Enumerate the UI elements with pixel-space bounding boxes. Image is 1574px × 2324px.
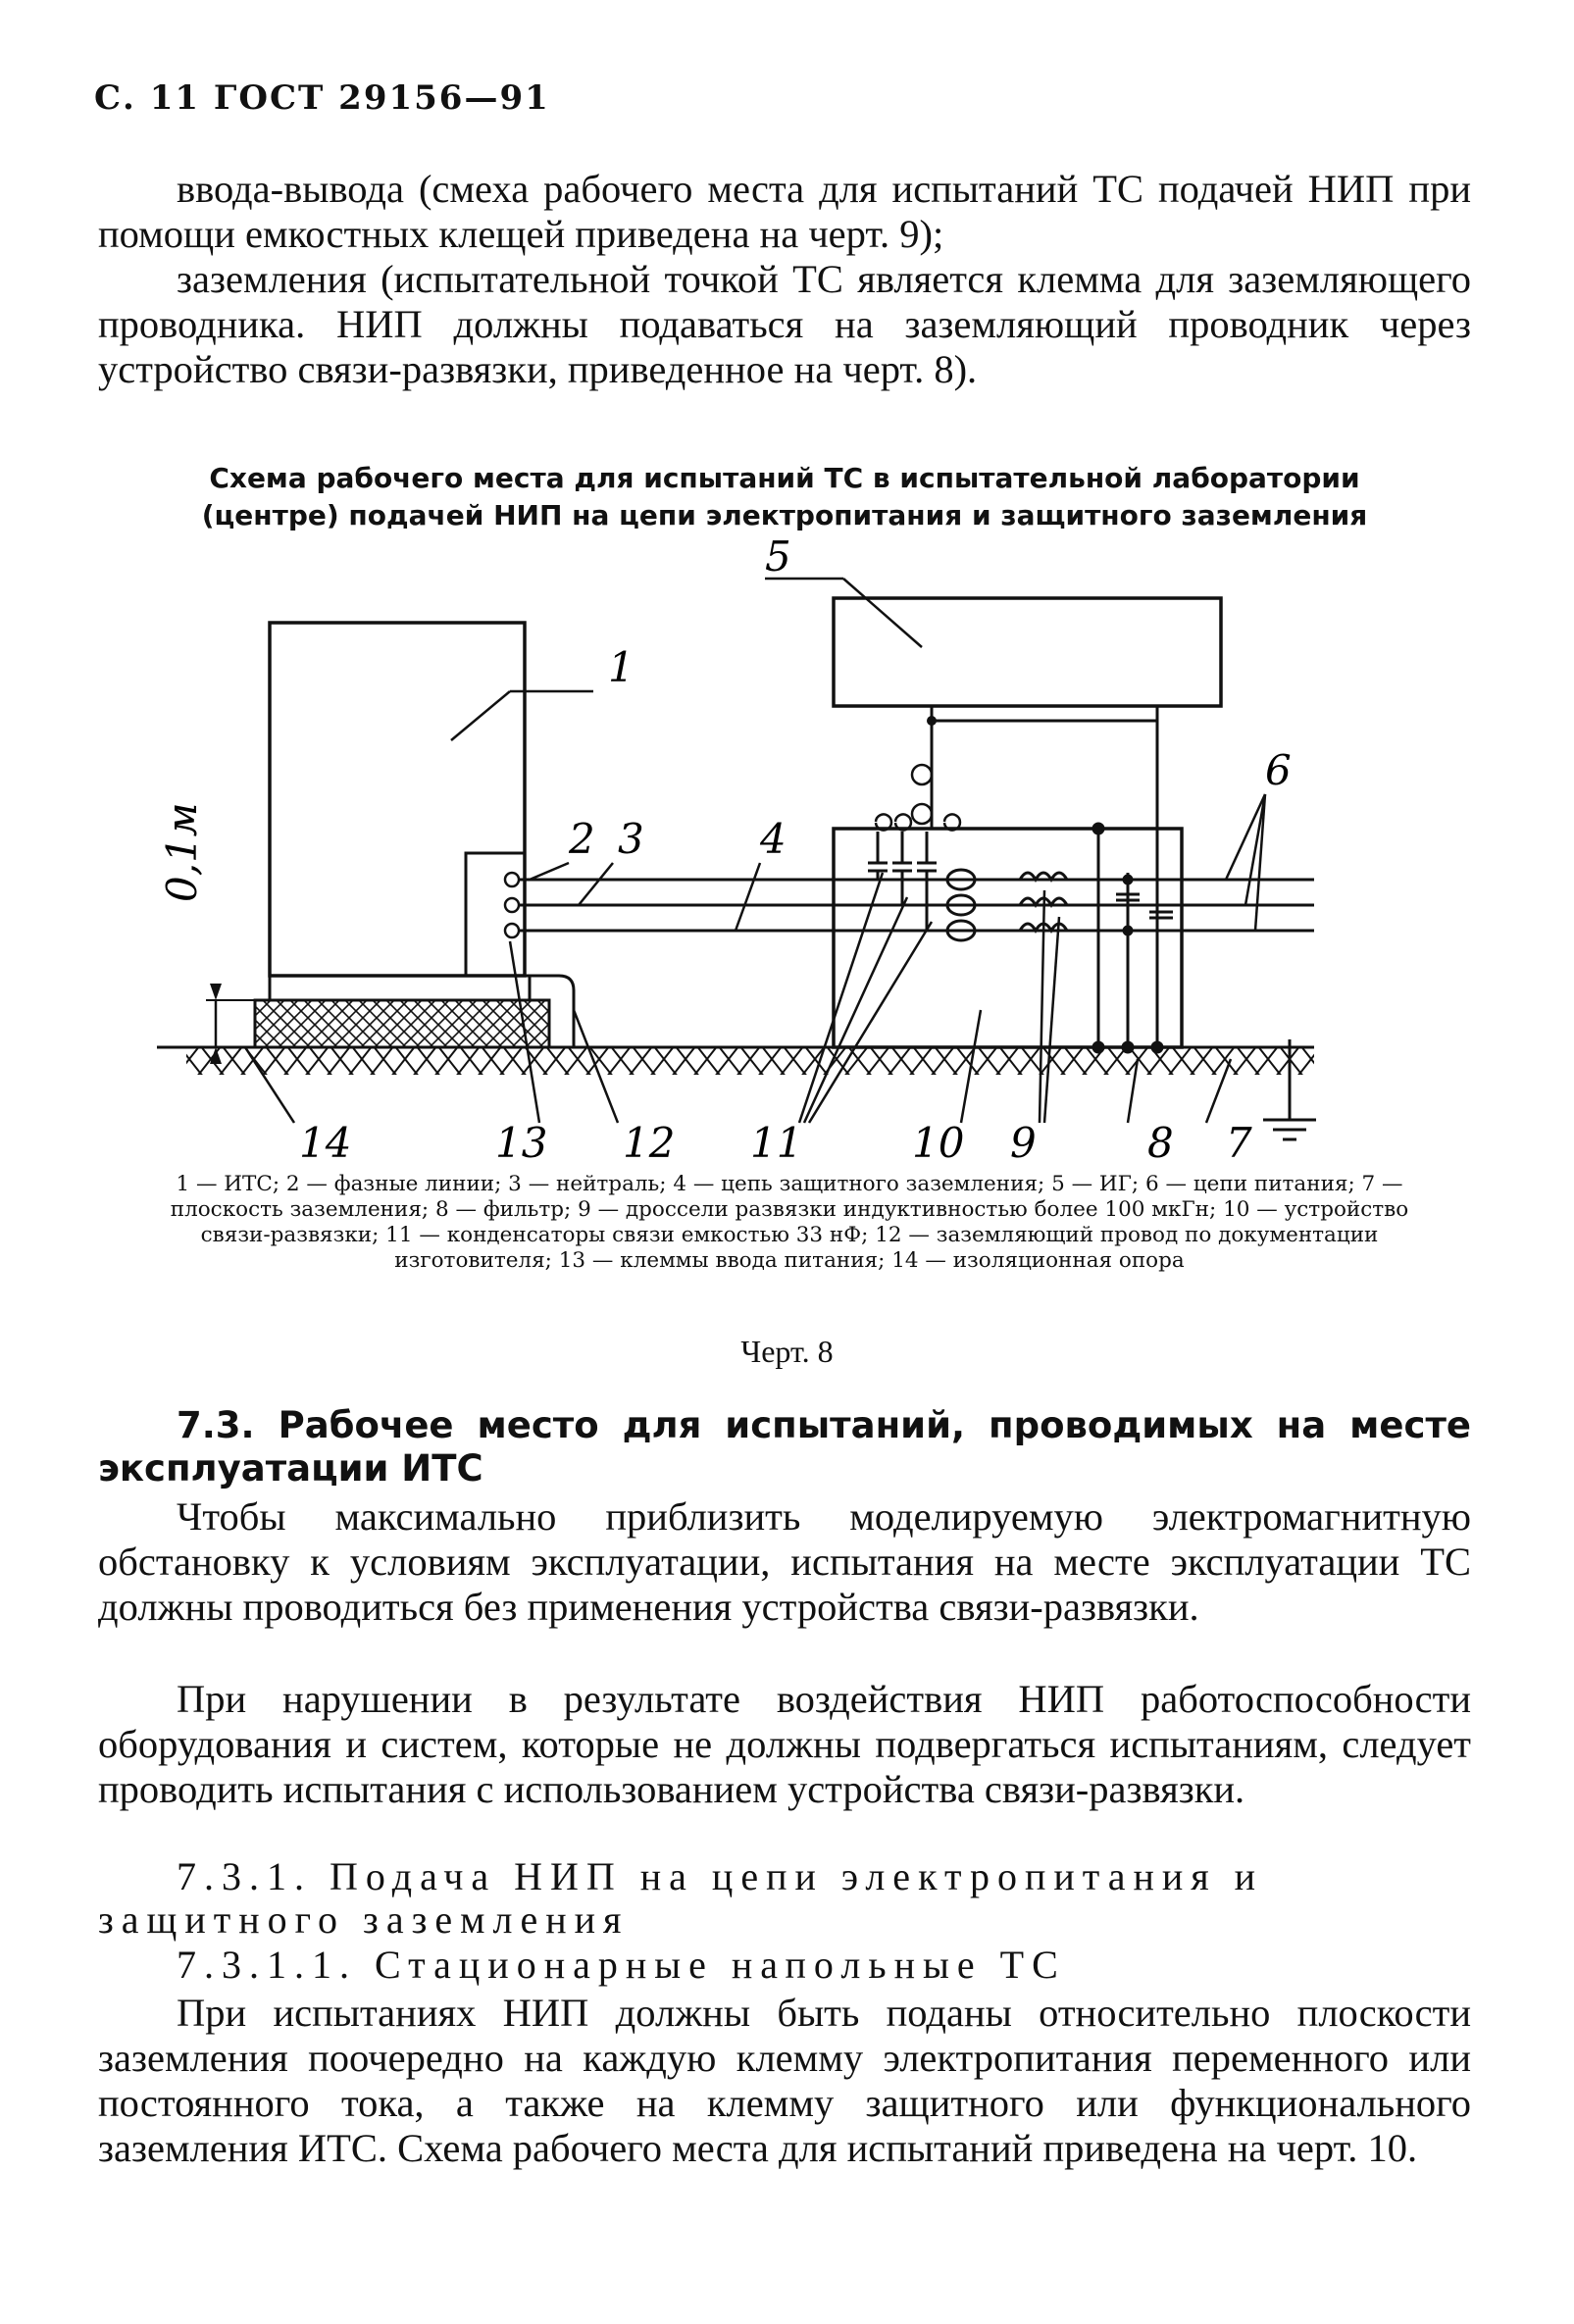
label-7: 7 xyxy=(1226,1119,1252,1167)
figure-legend: 1 — ИТС; 2 — фазные линии; 3 — нейтраль; 4 — цепь защитного заземления; 5 — ИГ; 6 — цепи питания; 7 — плоскость заземления; 8 — фильтр; 9 — дроссели развязки индуктивностью более 100 мкГн; 10 — устройство связи-развязки; 11 — конденсаторы связи емкостью 33 нФ; 12 — заземляющий провод по документации изготовителя; 13 — клеммы ввода питания; 14 — изоляционная опора xyxy=(170,1172,1409,1273)
label-10: 10 xyxy=(912,1119,965,1167)
coupling-decoupling-device xyxy=(834,829,1182,1047)
label-8: 8 xyxy=(1147,1119,1174,1167)
label-9: 9 xyxy=(1010,1119,1037,1167)
power-terminal-block xyxy=(466,853,525,976)
label-12: 12 xyxy=(623,1119,676,1167)
section-paragraph-2: При нарушении в результате воздействия НИП работоспособности оборудования и систем, которые не должны подвергаться испытаниям, следует проводить испытания с использованием устройства связи-развязки. xyxy=(98,1677,1471,1811)
section-paragraph-3: При испытаниях НИП должны быть поданы относительно плоскости заземления поочередно на каждую клемму электропитания переменного или постоянного тока, а также на клемму защитного или функционального заземления ИТС. Схема рабочего места для испытаний приведена на черт. 10. xyxy=(98,1991,1471,2170)
test-setup-diagram xyxy=(157,532,1373,1167)
section-heading-7-3: 7.3. Рабочее место для испытаний, проводимых на месте эксплуатации ИТС xyxy=(98,1404,1471,1490)
label-13: 13 xyxy=(495,1119,548,1167)
pulse-generator-box xyxy=(834,598,1221,706)
eut-base xyxy=(270,976,530,1000)
figure-title-line-2: (центре) подачей НИП на цепи электропитания и защитного заземления xyxy=(201,499,1368,531)
eut-box xyxy=(270,623,525,976)
insulation-support xyxy=(255,1000,549,1047)
subsection-7-3-1: 7.3.1. Подача НИП на цепи электропитания и защитного заземления xyxy=(98,1854,1264,1942)
label-11: 11 xyxy=(750,1119,803,1167)
label-6: 6 xyxy=(1265,746,1292,794)
label-2: 2 xyxy=(569,815,595,863)
page-header: С. 11 ГОСТ 29156—91 xyxy=(94,78,550,118)
section-paragraph-1: Чтобы максимально приблизить моделируемую электромагнитную обстановку к условиям эксплуатации, испытания на месте эксплуатации ТС должны проводиться без применения устройства связи-развязки. xyxy=(98,1494,1471,1629)
figure-caption: Черт. 8 xyxy=(740,1334,834,1369)
label-3: 3 xyxy=(618,815,644,863)
label-4: 4 xyxy=(760,815,787,863)
label-1: 1 xyxy=(608,643,635,691)
subsection-7-3-1-1: 7.3.1.1. Стационарные напольные ТС xyxy=(177,1943,1066,1987)
label-5: 5 xyxy=(765,532,791,581)
intro-paragraph-1: ввода-вывода (смеха рабочего места для испытаний ТС подачей НИП при помощи емкостных клещей приведена на черт. 9); xyxy=(98,167,1471,256)
figure-title-line-1: Схема рабочего места для испытаний ТС в испытательной лаборатории xyxy=(209,462,1360,494)
intro-paragraph-2: заземления (испытательной точкой ТС является клемма для заземляющего проводника. НИП должны подаваться на заземляющий проводник через устройство связи-развязки, приведенное на черт. 8). xyxy=(98,257,1471,391)
label-14: 14 xyxy=(299,1119,352,1167)
ground-plane-hatch xyxy=(186,1047,1314,1075)
height-label: 0,1м xyxy=(158,802,206,902)
